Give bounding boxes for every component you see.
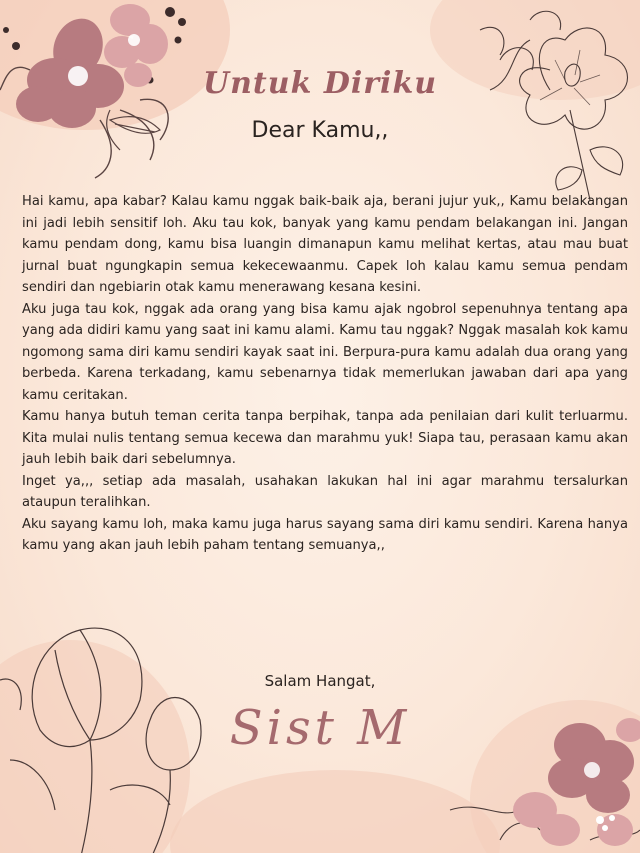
letter-paragraph: Kamu hanya butuh teman cerita tanpa berpihak, tanpa ada penilaian dari kulit terluarmu. Kita mulai nulis tentang semua kecewa dan marahmu yuk! Siapa tau, perasaan kamu akan jauh lebih baik dari sebelumnya. (22, 409, 628, 467)
greeting: Dear Kamu,, (251, 118, 389, 143)
letter-body (22, 191, 628, 557)
script-title: Untuk Diriku (202, 66, 438, 101)
letter-paragraph: Aku juga tau kok, nggak ada orang yang bisa kamu ajak ngobrol sepenuhnya tentang apa yang ada didiri kamu yang saat ini kamu alami. Kamu tau nggak? Nggak masalah kok kamu ngomong sama diri kamu sendiri kayak saat ini. Berpura-pura kamu adalah dua orang yang berbeda. Karena terkadang, kamu sebenarnya tidak memerlukan jawaban dari apa yang kamu ceritakan. (22, 301, 628, 403)
letter-paragraph: Hai kamu, apa kabar? Kalau kamu nggak baik-baik aja, berani jujur yuk,, Kamu belakangan ini jadi lebih sensitif loh. Aku tau kok, banyak yang kamu pendam belakangan ini. Jangan kamu pendam dong, kamu bisa luangin dimanapun kamu melihat kertas, atau mau buat jurnal buat ngungkapin semua kekecewaanmu. Capek loh kalau kamu semua pendam sendiri dan ngebiarin otak kamu menerawang kesana kesini. (22, 194, 628, 295)
letter-paragraph: Aku sayang kamu loh, maka kamu juga harus sayang sama diri kamu sendiri. Karena hanya kamu yang akan jauh lebih paham tentang semuanya,, (22, 516, 628, 553)
signature: Sist M (229, 700, 411, 756)
closing-salutation: Salam Hangat, (264, 672, 376, 690)
line-art-flower-icon (470, 0, 640, 210)
letter-paragraph: Inget ya,,, setiap ada masalah, usahakan lakukan hal ini agar marahmu tersalurkan ataupun teralihkan. (22, 473, 628, 510)
